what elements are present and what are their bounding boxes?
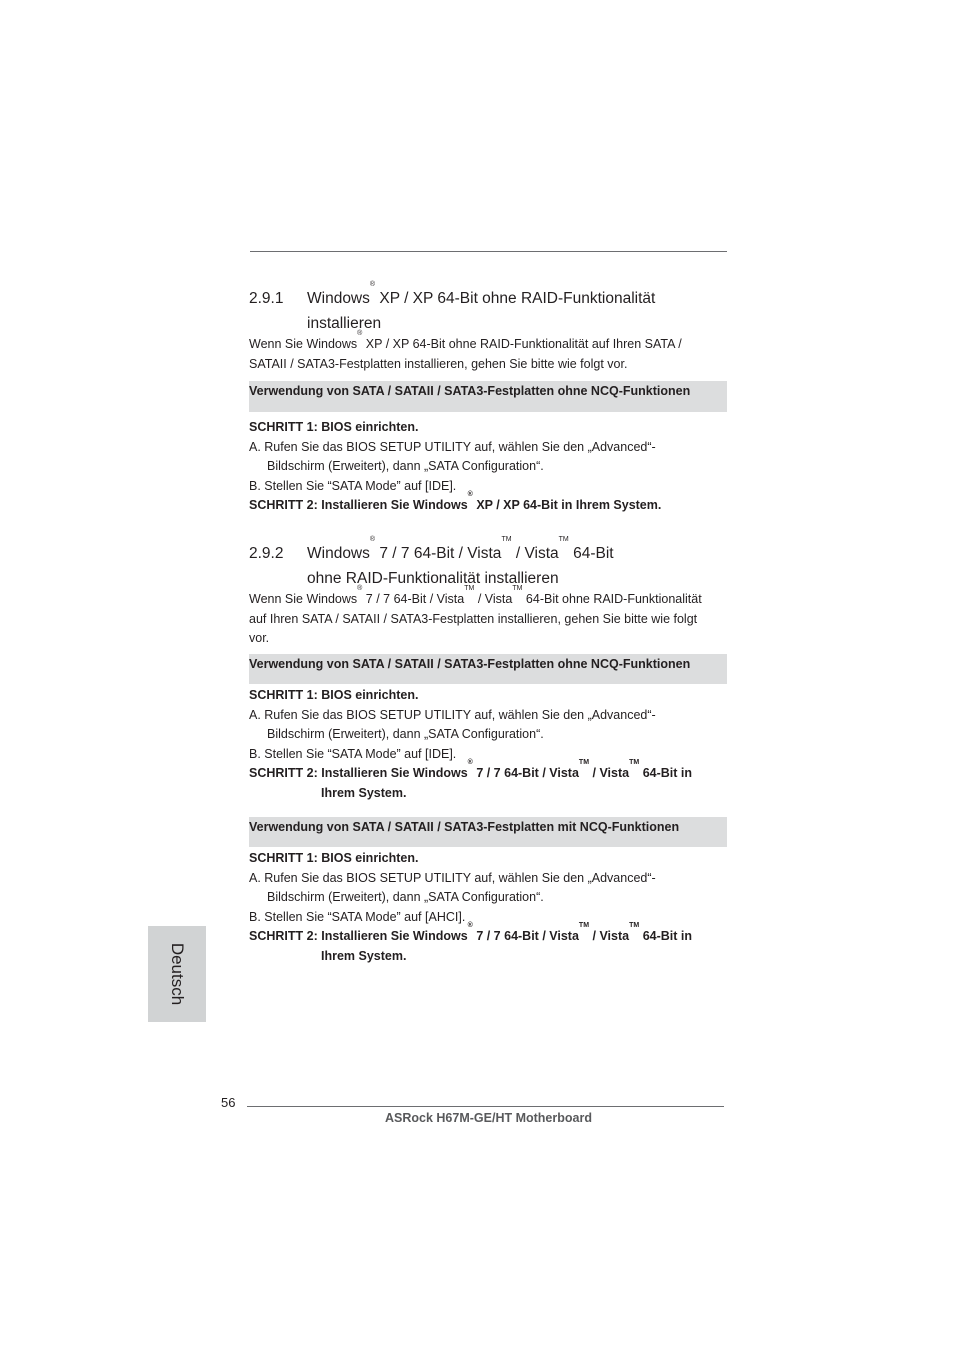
footer-divider bbox=[247, 1106, 724, 1107]
step-1-title: SCHRITT 1: BIOS einrichten. bbox=[249, 420, 419, 434]
ncq-banner: Verwendung von SATA / SATAII / SATA3-Festplatten ohne NCQ-Funktionen bbox=[249, 381, 727, 412]
ncq-banner: Verwendung von SATA / SATAII / SATA3-Festplatten mit NCQ-Funktionen bbox=[249, 817, 727, 847]
footer-product: ASRock H67M-GE/HT Motherboard bbox=[385, 1111, 592, 1125]
step-2-title: SCHRITT 2: Installieren Sie Windows® XP / XP 64-Bit in Ihrem System. bbox=[249, 491, 662, 512]
language-tab-label: Deutsch bbox=[168, 942, 187, 1006]
step-2-title: SCHRITT 2: Installieren Sie Windows® 7 / 7 64-Bit / Vista™ / Vista™ 64-Bit in bbox=[249, 759, 693, 780]
page-number: 56 bbox=[221, 1095, 236, 1110]
language-tab bbox=[148, 926, 206, 1022]
section-number: 2.9.1 bbox=[249, 290, 284, 307]
section-heading-2-9-2: 2.9.2 Windows® 7 / 7 64-Bit / Vista™ / Vista™ 64-Bit ohne RAID-Funktionalität installieren bbox=[249, 536, 614, 587]
section-intro: Wenn Sie Windows® XP / XP 64-Bit ohne RAID-Funktionalität auf Ihren SATA / SATAII / SATA3-Festplatten installieren, gehen Sie bitte wie folgt vor. bbox=[249, 330, 682, 371]
step-2-title: SCHRITT 2: Installieren Sie Windows® 7 / 7 64-Bit / Vista™ / Vista™ 64-Bit in bbox=[249, 922, 693, 943]
steps-block: SCHRITT 1: BIOS einrichten. A. Rufen Sie das BIOS SETUP UTILITY auf, wählen Sie den „Advanced“- Bildschirm (Erweitert), dann „SATA Configuration“. B. Stellen Sie “SATA Mode” auf [AHCI]. SCHRITT 2: Installieren Sie Windows® 7 / 7 64-Bit / Vista™ / Vista™ 64-Bit in Ihrem System. bbox=[249, 849, 729, 966]
steps-block: SCHRITT 1: BIOS einrichten. A. Rufen Sie das BIOS SETUP UTILITY auf, wählen Sie den „Advanced“- Bildschirm (Erweitert), dann „SATA Configuration“. B. Stellen Sie “SATA Mode” auf [IDE]. SCHRITT 2: Installieren Sie Windows® XP / XP 64-Bit in Ihrem System. bbox=[249, 418, 729, 516]
ncq-banner: Verwendung von SATA / SATAII / SATA3-Festplatten ohne NCQ-Funktionen bbox=[249, 654, 727, 684]
section-intro: Wenn Sie Windows® 7 / 7 64-Bit / Vista™ / Vista™ 64-Bit ohne RAID-Funktionalität auf Ihren SATA / SATAII / SATA3-Festplatten installieren, gehen Sie bitte wie folgt vor. bbox=[249, 585, 702, 645]
section-number: 2.9.2 bbox=[249, 545, 284, 562]
step-1-title: SCHRITT 1: BIOS einrichten. bbox=[249, 851, 419, 865]
top-divider bbox=[250, 251, 727, 252]
step-1-title: SCHRITT 1: BIOS einrichten. bbox=[249, 688, 419, 702]
section-heading-2-9-1: 2.9.1 Windows® XP / XP 64-Bit ohne RAID-Funktionalität installieren bbox=[249, 281, 656, 332]
steps-block: SCHRITT 1: BIOS einrichten. A. Rufen Sie das BIOS SETUP UTILITY auf, wählen Sie den „Advanced“- Bildschirm (Erweitert), dann „SATA Configuration“. B. Stellen Sie “SATA Mode” auf [IDE]. SCHRITT 2: Installieren Sie Windows® 7 / 7 64-Bit / Vista™ / Vista™ 64-Bit in Ihrem System. bbox=[249, 686, 729, 803]
